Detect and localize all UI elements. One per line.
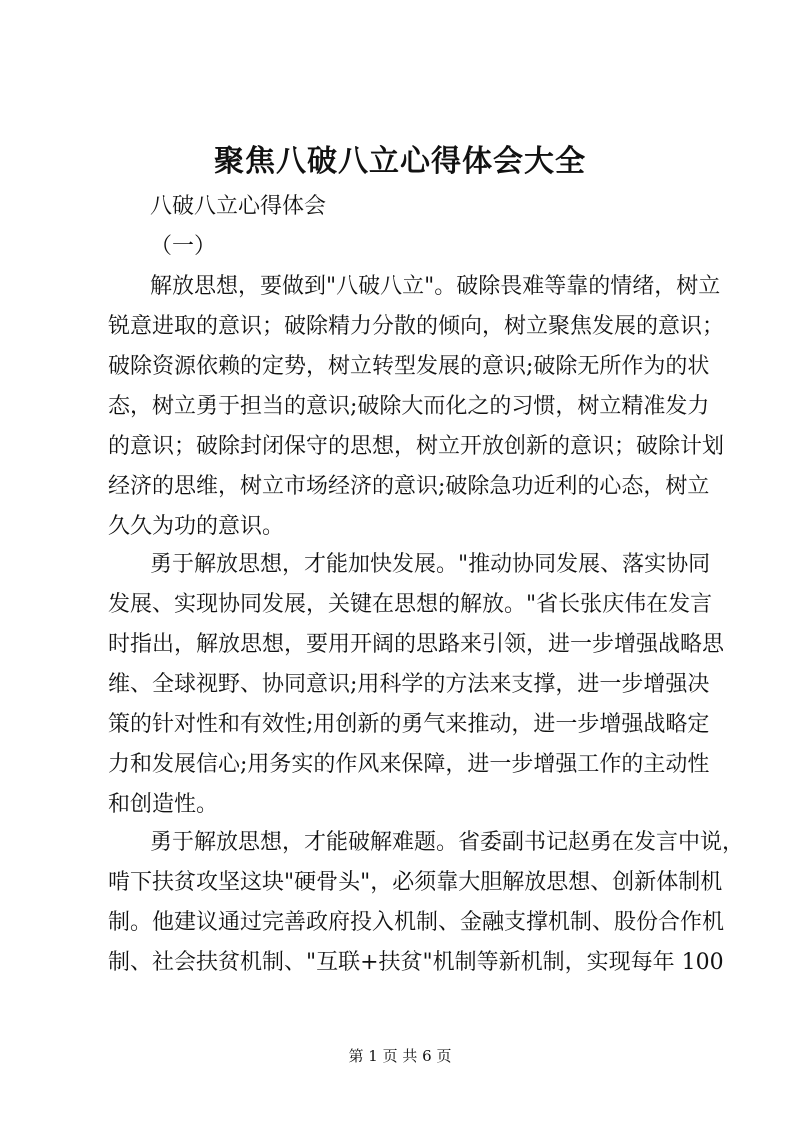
paragraph-3 — [108, 823, 745, 983]
paragraph-line: 力和发展信心;用务实的作风来保障，进一步增强工作的主动性 — [108, 752, 710, 777]
page-footer: 第 1 页 共 6 页 — [348, 1047, 452, 1065]
paragraph-line: 啃下扶贫攻坚这块"硬骨头"，必须靠大胆解放思想、创新体制机 — [108, 870, 723, 895]
section-label: （一） — [150, 234, 217, 259]
paragraph-line: 策的针对性和有效性;用创新的勇气来推动，进一步增强战略定 — [108, 712, 710, 737]
paragraph-line: 勇于解放思想，才能加快发展。"推动协同发展、落实协同 — [150, 552, 711, 577]
paragraph-line: 勇于解放思想，才能破解难题。省委副书记赵勇在发言中说， — [150, 830, 745, 855]
paragraph-line: 态，树立勇于担当的意识;破除大而化之的习惯，树立精准发力 — [108, 394, 710, 419]
paragraph-line: 和创造性。 — [108, 792, 219, 817]
document-subtitle: 八破八立心得体会 — [150, 194, 327, 219]
paragraph-line: 维、全球视野、协同意识;用科学的方法来支撑，进一步增强决 — [108, 672, 710, 697]
paragraph-1 — [108, 267, 725, 547]
paragraph-line: 破除资源依赖的定势，树立转型发展的意识;破除无所作为的状 — [108, 354, 710, 379]
document-title: 聚焦八破八立心得体会大全 — [214, 144, 586, 179]
paragraph-line: 经济的思维，树立市场经济的意识;破除急功近利的心态，树立 — [108, 474, 710, 499]
paragraph-line: 久久为功的意识。 — [108, 514, 285, 539]
paragraph-2 — [108, 545, 725, 825]
paragraph-line: 的意识；破除封闭保守的思想，树立开放创新的意识；破除计划 — [108, 434, 725, 459]
paragraph-line: 时指出，解放思想，要用开阔的思路来引领，进一步增强战略思 — [108, 632, 725, 657]
paragraph-line: 发展、实现协同发展，关键在思想的解放。"省长张庆伟在发言 — [108, 592, 713, 617]
paragraph-line: 锐意进取的意识；破除精力分散的倾向，树立聚焦发展的意识； — [108, 314, 725, 339]
paragraph-line: 制、社会扶贫机制、"互联+扶贫"机制等新机制，实现每年 100 — [108, 950, 724, 975]
paragraph-line: 制。他建议通过完善政府投入机制、金融支撑机制、股份合作机 — [108, 910, 725, 935]
paragraph-line: 解放思想，要做到"八破八立"。破除畏难等靠的情绪，树立 — [150, 274, 721, 299]
